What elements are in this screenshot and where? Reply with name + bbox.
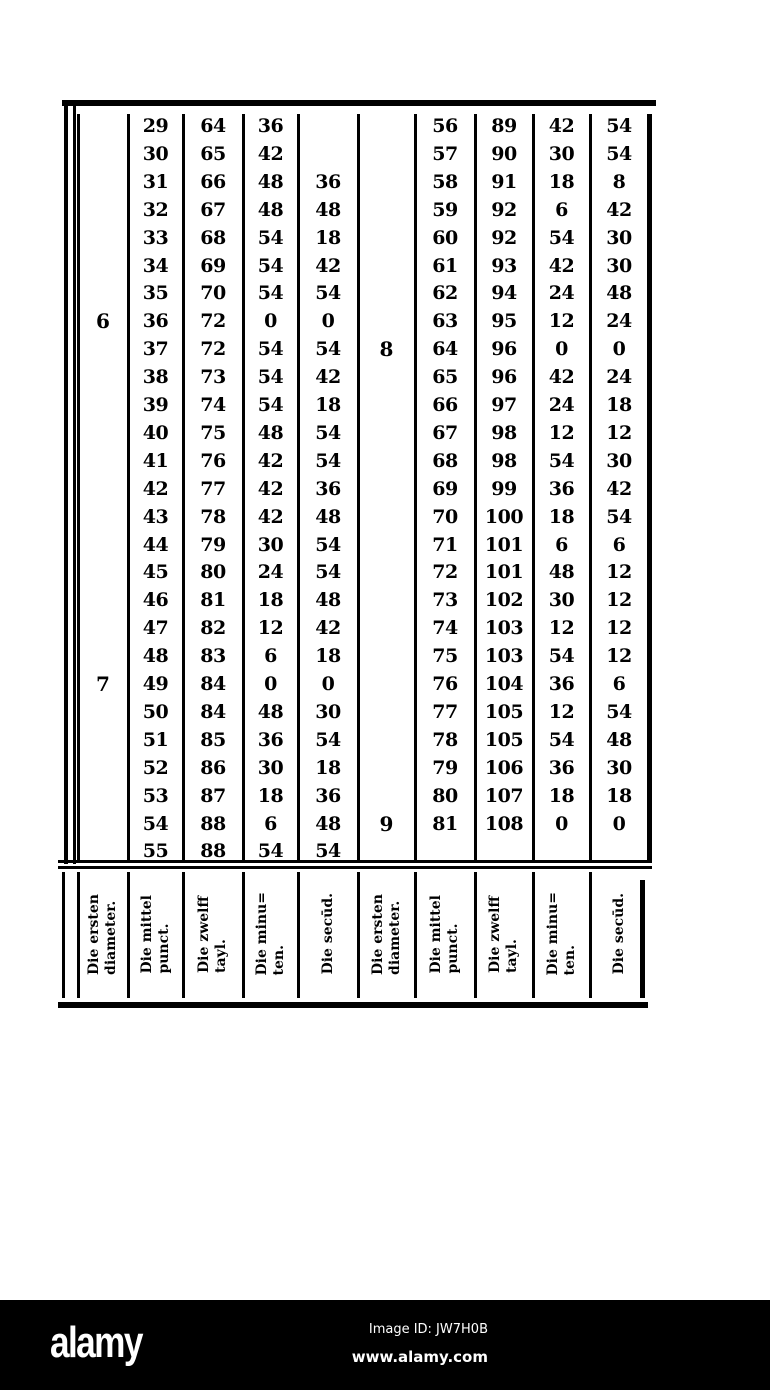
table-cell: 29 <box>142 115 169 137</box>
table-cell: 42 <box>257 449 284 472</box>
bottom-rule <box>58 1002 648 1008</box>
table-cell: 12 <box>606 421 632 444</box>
table-cell: 37 <box>142 338 169 361</box>
table-cell: 54 <box>315 421 341 444</box>
diameter-marker: 6 <box>96 309 110 334</box>
table-cell: 54 <box>142 812 169 835</box>
table-cell: 80 <box>200 561 226 584</box>
table-cell: 88 <box>200 812 226 835</box>
table-cell: 89 <box>491 115 517 137</box>
table-cell: 0 <box>555 338 568 361</box>
table-cell: 43 <box>142 505 169 528</box>
table-cell: 12 <box>606 645 632 668</box>
table-cell: 0 <box>264 310 277 333</box>
table-cell: 77 <box>432 700 458 723</box>
table-cell: 18 <box>315 394 341 416</box>
table-cell: 81 <box>200 589 226 612</box>
table-cell: 88 <box>200 840 226 863</box>
table-cell: 73 <box>200 366 226 389</box>
table-cell: 6 <box>555 198 568 221</box>
table-cell: 42 <box>548 254 575 277</box>
table-cell: 42 <box>315 617 341 640</box>
column-header-label: Die secūd. <box>319 893 336 975</box>
column-header-label: Die mittel punct. <box>138 894 172 974</box>
table-cell: 18 <box>257 784 284 807</box>
column-rule <box>77 114 80 862</box>
table-cell: 30 <box>606 449 632 472</box>
table-cell: 0 <box>555 812 568 835</box>
table-cell: 54 <box>315 282 341 305</box>
table-cell: 6 <box>555 533 568 556</box>
table-cell: 69 <box>200 254 226 277</box>
table-cell: 42 <box>606 198 632 221</box>
table-cell: 54 <box>315 338 341 361</box>
table-cell: 77 <box>200 477 226 500</box>
table-cell: 92 <box>491 226 517 249</box>
column-header-label: Die ersten diameter. <box>369 893 403 975</box>
table-cell: 70 <box>200 282 226 305</box>
table-cell: 24 <box>257 561 284 584</box>
table-cell: 55 <box>142 840 169 863</box>
table-cell: 44 <box>142 533 169 556</box>
column-header-label: Die ersten diameter. <box>86 893 119 975</box>
table-cell: 101 <box>484 561 524 584</box>
header-left-rule <box>62 872 65 998</box>
table-cell <box>298 112 358 140</box>
table-cell: 36 <box>142 310 169 333</box>
column-header <box>475 870 533 998</box>
table-cell: 12 <box>548 700 575 723</box>
table-cell: 97 <box>491 394 517 416</box>
table-cell: 38 <box>142 366 169 389</box>
column-header <box>415 870 475 998</box>
table-cell: 54 <box>315 840 341 863</box>
table-cell: 24 <box>548 282 575 305</box>
table-cell: 40 <box>142 421 169 444</box>
table-cell: 100 <box>484 505 524 528</box>
table-cell: 69 <box>432 477 458 500</box>
table-cell: 0 <box>264 673 277 695</box>
table-cell: 36 <box>315 477 341 500</box>
column-header <box>358 870 415 998</box>
table-cell: 30 <box>606 756 632 779</box>
table-cell: 64 <box>432 338 458 361</box>
table-cell: 59 <box>432 198 458 221</box>
table-cell: 12 <box>606 589 632 612</box>
top-rule <box>62 100 656 106</box>
table-cell: 74 <box>200 394 226 416</box>
table-cell: 18 <box>315 756 341 779</box>
table-cell: 30 <box>257 533 284 556</box>
table-cell: 42 <box>257 505 284 528</box>
table-cell: 42 <box>315 366 341 389</box>
watermark-bar <box>0 1300 770 1390</box>
table-cell: 18 <box>315 226 341 249</box>
table-cell: 85 <box>200 728 226 751</box>
table-cell: 42 <box>257 477 284 500</box>
table-cell: 54 <box>257 394 284 416</box>
table-cell: 70 <box>432 505 458 528</box>
table-cell: 81 <box>432 812 458 835</box>
table-cell: 86 <box>200 756 226 779</box>
table-cell: 12 <box>606 617 632 640</box>
table-cell: 30 <box>315 700 341 723</box>
table-cell: 36 <box>548 477 575 500</box>
table-cell: 54 <box>257 366 284 389</box>
table-cell: 95 <box>491 310 517 333</box>
table-cell: 18 <box>548 505 575 528</box>
table-cell: 48 <box>606 282 632 305</box>
table-cell: 57 <box>432 142 458 165</box>
table-cell: 18 <box>548 170 575 193</box>
column-header-label: Die secūd. <box>610 893 627 975</box>
table-cell: 54 <box>548 449 575 472</box>
table-cell: 36 <box>257 728 284 751</box>
table-cell: 93 <box>491 254 517 277</box>
table-cell: 48 <box>315 812 341 835</box>
table-cell: 6 <box>612 533 626 556</box>
table-cell: 54 <box>315 728 341 751</box>
table-cell: 52 <box>142 756 169 779</box>
table-cell: 12 <box>548 310 575 333</box>
table-cell: 41 <box>142 449 169 472</box>
table-cell: 79 <box>200 533 226 556</box>
column-header <box>590 870 648 998</box>
table-cell: 48 <box>315 589 341 612</box>
table-cell: 48 <box>257 421 284 444</box>
table-cell: 98 <box>491 421 517 444</box>
table-cell: 12 <box>548 421 575 444</box>
table-cell: 48 <box>142 645 169 668</box>
table-cell: 54 <box>257 338 284 361</box>
table-cell: 18 <box>606 784 632 807</box>
table-cell: 96 <box>491 338 517 361</box>
column-header-label: Die minu= ten. <box>253 892 287 976</box>
table-cell: 36 <box>257 115 284 137</box>
table-cell: 99 <box>491 477 517 500</box>
table-cell: 42 <box>257 142 284 165</box>
table-cell: 30 <box>548 589 575 612</box>
table-cell: 54 <box>606 505 632 528</box>
column-header-label: Die zwelff tayl. <box>196 895 229 973</box>
table-cell: 84 <box>200 673 226 695</box>
table-cell: 87 <box>200 784 226 807</box>
table-cell: 12 <box>606 561 632 584</box>
table-cell: 75 <box>432 645 458 668</box>
table-cell: 36 <box>548 756 575 779</box>
table-cell: 48 <box>606 728 632 751</box>
table-cell: 0 <box>612 812 626 835</box>
table-cell: 84 <box>200 700 226 723</box>
table-cell: 56 <box>432 115 458 137</box>
outer-left-rule-2 <box>73 104 76 864</box>
table-cell: 18 <box>548 784 575 807</box>
table-cell: 94 <box>491 282 517 305</box>
table-cell: 6 <box>264 645 277 668</box>
table-cell: 54 <box>257 840 284 863</box>
table-cell: 54 <box>257 254 284 277</box>
table-cell: 30 <box>257 756 284 779</box>
table-cell: 58 <box>432 170 458 193</box>
table-cell: 67 <box>432 421 458 444</box>
column-header <box>183 870 243 998</box>
table-cell: 30 <box>606 226 632 249</box>
table-cell: 68 <box>432 449 458 472</box>
table-cell: 0 <box>321 310 335 333</box>
diameter-marker: 8 <box>379 337 394 362</box>
table-cell: 64 <box>200 115 226 137</box>
table-cell: 0 <box>321 673 335 695</box>
table-cell: 35 <box>142 282 169 305</box>
table-cell: 18 <box>315 645 341 668</box>
table-cell: 32 <box>142 198 169 221</box>
table-cell: 104 <box>484 673 524 695</box>
table-cell: 6 <box>612 673 626 695</box>
table-cell: 50 <box>142 700 169 723</box>
table-cell: 12 <box>548 617 575 640</box>
table-cell: 60 <box>432 226 458 249</box>
table-cell: 91 <box>491 170 517 193</box>
table-cell: 71 <box>432 533 458 556</box>
table-cell: 48 <box>315 505 341 528</box>
table-cell: 18 <box>606 394 632 416</box>
table-cell: 105 <box>484 728 524 751</box>
table-cell: 54 <box>257 282 284 305</box>
table-cell: 54 <box>315 533 341 556</box>
table-cell: 30 <box>548 142 575 165</box>
table-cell: 67 <box>200 198 226 221</box>
column-header-label: Die zwelff tayl. <box>487 895 520 973</box>
site-url: www.alamy.com <box>351 1348 488 1366</box>
table-cell: 49 <box>142 673 169 695</box>
table-cell: 72 <box>432 561 458 584</box>
table-cell: 6 <box>264 812 277 835</box>
table-cell: 54 <box>548 645 575 668</box>
table-cell: 31 <box>142 170 169 193</box>
table-cell: 54 <box>315 561 341 584</box>
table-cell: 34 <box>142 254 169 277</box>
table-cell: 18 <box>257 589 284 612</box>
table-cell: 51 <box>142 728 169 751</box>
table-cell: 72 <box>200 338 226 361</box>
table-cell: 24 <box>606 310 632 333</box>
table-cell: 73 <box>432 589 458 612</box>
table-cell: 54 <box>257 226 284 249</box>
table-cell: 54 <box>548 728 575 751</box>
table-cell: 66 <box>200 170 226 193</box>
table-cell: 79 <box>432 756 458 779</box>
table-cell: 96 <box>491 366 517 389</box>
image-id: Image ID: JW7H0B <box>368 1322 488 1337</box>
table-cell: 45 <box>142 561 169 584</box>
table-cell: 48 <box>257 700 284 723</box>
table-cell: 78 <box>200 505 226 528</box>
table-cell: 42 <box>606 477 632 500</box>
table-cell: 107 <box>484 784 524 807</box>
table-cell: 102 <box>484 589 524 612</box>
table-cell: 103 <box>484 617 524 640</box>
table-cell: 42 <box>548 115 575 137</box>
table-cell: 72 <box>200 310 226 333</box>
column-header-label: Die minu= ten. <box>544 892 578 976</box>
table-cell: 54 <box>606 142 632 165</box>
table-cell: 48 <box>315 198 341 221</box>
table-cell: 92 <box>491 198 517 221</box>
table-cell: 65 <box>432 366 458 389</box>
table-cell: 98 <box>491 449 517 472</box>
table-cell: 108 <box>484 812 524 835</box>
table-cell: 47 <box>142 617 169 640</box>
table-cell: 36 <box>315 784 341 807</box>
table-cell: 8 <box>612 170 626 193</box>
table-cell: 36 <box>548 673 575 695</box>
table-cell: 48 <box>548 561 575 584</box>
table-cell: 75 <box>200 421 226 444</box>
table-cell: 74 <box>432 617 458 640</box>
table-cell: 33 <box>142 226 169 249</box>
table-cell: 62 <box>432 282 458 305</box>
table-cell: 66 <box>432 394 458 416</box>
table-cell: 0 <box>612 338 626 361</box>
table-cell: 48 <box>257 198 284 221</box>
table-cell: 12 <box>257 617 284 640</box>
table-cell: 90 <box>491 142 517 165</box>
table-cell: 61 <box>432 254 458 277</box>
table-cell: 39 <box>142 394 169 416</box>
table-cell: 106 <box>484 756 524 779</box>
table-cell: 42 <box>548 366 575 389</box>
table-cell: 48 <box>257 170 284 193</box>
diameter-marker: 7 <box>96 672 110 696</box>
table-cell: 63 <box>432 310 458 333</box>
table-cell: 80 <box>432 784 458 807</box>
table-cell: 24 <box>606 366 632 389</box>
outer-left-rule <box>64 104 68 864</box>
table-cell: 54 <box>606 700 632 723</box>
column-header <box>128 870 183 998</box>
header-rule-2 <box>58 866 652 869</box>
table-cell: 105 <box>484 700 524 723</box>
column-header <box>533 870 590 998</box>
table-cell: 42 <box>315 254 341 277</box>
table-cell: 54 <box>548 226 575 249</box>
table-cell: 82 <box>200 617 226 640</box>
table-cell: 68 <box>200 226 226 249</box>
table-cell: 76 <box>432 673 458 695</box>
alamy-logo: alamy <box>50 1318 142 1367</box>
table-cell: 30 <box>142 142 169 165</box>
table-cell: 46 <box>142 589 169 612</box>
table-cell: 36 <box>315 170 341 193</box>
table-cell: 42 <box>142 477 169 500</box>
table-cell: 65 <box>200 142 226 165</box>
table-cell: 103 <box>484 645 524 668</box>
column-header <box>78 870 128 998</box>
column-header <box>243 870 298 998</box>
table-cell: 76 <box>200 449 226 472</box>
table-cell <box>298 140 358 168</box>
column-header <box>298 870 358 998</box>
table-cell: 24 <box>548 394 575 416</box>
table-cell: 53 <box>142 784 169 807</box>
diameter-marker: 9 <box>379 811 394 836</box>
table-cell: 54 <box>315 449 341 472</box>
table-cell: 78 <box>432 728 458 751</box>
table-cell: 101 <box>484 533 524 556</box>
table-cell: 83 <box>200 645 226 668</box>
table-cell: 30 <box>606 254 632 277</box>
table-cell: 54 <box>606 115 632 137</box>
column-header-label: Die mittel punct. <box>428 894 461 974</box>
